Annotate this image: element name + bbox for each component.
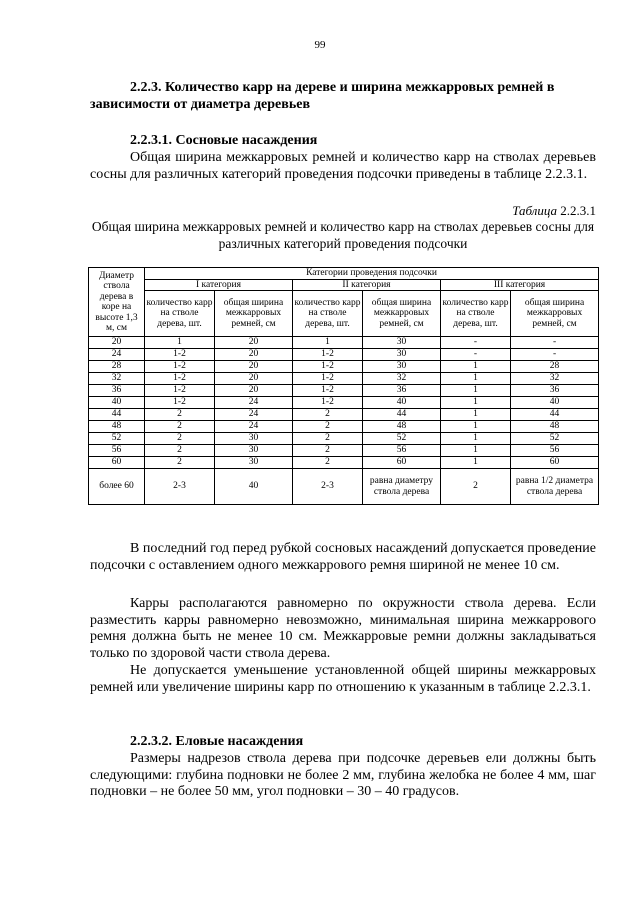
table-cell: 30 (215, 445, 293, 457)
cat2-width-header: общая ширина межкарровых ремней, см (363, 291, 441, 337)
table-cell: 1 (441, 445, 511, 457)
table-cell: 1-2 (145, 385, 215, 397)
table-cell: 1-2 (293, 361, 363, 373)
table-cell: 1-2 (293, 385, 363, 397)
table-cell: 20 (89, 337, 145, 349)
table-cell: 48 (89, 421, 145, 433)
table-cell: 40 (511, 397, 599, 409)
table-cell: - (511, 349, 599, 361)
table-cell: 2 (145, 457, 215, 469)
table-cell: 1 (441, 361, 511, 373)
table-cell: 40 (89, 397, 145, 409)
table-cell: равна 1/2 диаметра ствола дерева (511, 469, 599, 505)
table-cell: более 60 (89, 469, 145, 505)
table-caption (90, 203, 596, 219)
table-cell: 52 (363, 433, 441, 445)
table-cell: 20 (215, 373, 293, 385)
table-row (89, 385, 599, 397)
table-cell: 44 (363, 409, 441, 421)
table-cell: - (441, 349, 511, 361)
table-cell: 20 (215, 349, 293, 361)
table-cell: 30 (363, 361, 441, 373)
table-cell: 32 (511, 373, 599, 385)
table-cell: 1-2 (293, 373, 363, 385)
table-cell: 2 (293, 433, 363, 445)
table-cell: 20 (215, 385, 293, 397)
table-cell: 1-2 (145, 361, 215, 373)
category-3-header: III категория (441, 279, 599, 291)
table-cell: 30 (215, 457, 293, 469)
table-cell: 28 (89, 361, 145, 373)
table-row (89, 373, 599, 385)
paragraph-1 (90, 541, 596, 574)
table-cell: 1 (441, 373, 511, 385)
table-cell: 44 (89, 409, 145, 421)
table-cell: 1 (293, 337, 363, 349)
subsection-title-pine: 2.2.3.1. Сосновые насаждения (130, 133, 318, 148)
table-cell: 2 (145, 433, 215, 445)
table-cell: равна диаметру ствола дерева (363, 469, 441, 505)
diameter-header: Диаметр ствола дерева в коре на высоте 1,3 м, см (89, 268, 145, 337)
subsection-title-spruce: 2.2.3.2. Еловые насаждения (130, 734, 304, 749)
cat3-width-header: общая ширина межкарровых ремней, см (511, 291, 599, 337)
table-cell: 30 (363, 349, 441, 361)
table-title: Общая ширина межкарровых ремней и количество карр на стволах деревьев сосны для различных категорий проведения подсочки (91, 219, 595, 251)
table-caption-label: Таблица (512, 203, 557, 218)
table-cell: 30 (363, 337, 441, 349)
table-cell: 20 (215, 361, 293, 373)
paragraph-3 (90, 663, 596, 696)
table-cell: 32 (89, 373, 145, 385)
table-cell: 28 (511, 361, 599, 373)
section-heading: 2.2.3. Количество карр на дереве и ширина межкарровых ремней в зависимости от диаметра деревьев (90, 80, 555, 112)
table-cell: 20 (215, 337, 293, 349)
table-cell: 36 (89, 385, 145, 397)
table-caption-number: 2.2.3.1 (560, 203, 596, 218)
table-cell: 2-3 (293, 469, 363, 505)
spruce-text: Размеры надрезов ствола дерева при подсочке деревьев ели должны быть следующими: глубина подновки не более 2 мм, глубина желобка не более 4 мм, шаг подновки – не более 50 мм, угол подновки – 30 – 40 градусов. (90, 751, 596, 799)
category-2-header: II категория (293, 279, 441, 291)
table-row (89, 397, 599, 409)
table-row (89, 421, 599, 433)
table-cell: 1 (441, 385, 511, 397)
table-cell: 1 (441, 421, 511, 433)
data-table (88, 267, 599, 505)
table-cell: 48 (511, 421, 599, 433)
table-row (89, 409, 599, 421)
table-cell: 1-2 (293, 397, 363, 409)
cat1-count-header: количество карр на стволе дерева, шт. (145, 291, 215, 337)
table-cell: 1-2 (145, 373, 215, 385)
table-cell: 1-2 (293, 349, 363, 361)
table-cell: 2 (145, 421, 215, 433)
table-row (89, 457, 599, 469)
table-cell: 1 (441, 433, 511, 445)
table-cell: 40 (215, 469, 293, 505)
table-row (89, 361, 599, 373)
intro-text: Общая ширина межкарровых ремней и количество карр на стволах деревьев сосны для различных категорий проведения подсочки приведены в таблице 2.2.3.1. (90, 150, 596, 182)
cat1-width-header: общая ширина межкарровых ремней, см (215, 291, 293, 337)
table-cell: 56 (511, 445, 599, 457)
table-cell: 60 (511, 457, 599, 469)
table-cell: 60 (363, 457, 441, 469)
table-cell: 2 (293, 445, 363, 457)
table-cell: 1 (441, 409, 511, 421)
table-cell: 60 (89, 457, 145, 469)
table-cell: 32 (363, 373, 441, 385)
table-cell: 2 (293, 457, 363, 469)
page-number: 99 (314, 39, 326, 51)
table-cell: 2 (293, 409, 363, 421)
table-cell: 24 (215, 421, 293, 433)
table-row (89, 349, 599, 361)
spruce-paragraph (90, 751, 596, 801)
table-row (89, 337, 599, 349)
table-cell: 24 (215, 397, 293, 409)
cat2-count-header: количество карр на стволе дерева, шт. (293, 291, 363, 337)
table-cell: 36 (363, 385, 441, 397)
table-cell: 2 (293, 421, 363, 433)
table-cell: 48 (363, 421, 441, 433)
table-cell: 1-2 (145, 349, 215, 361)
paragraph-1-text: В последний год перед рубкой сосновых насаждений допускается проведение подсочки с оставлением одного межкаррового ремня шириной не менее 10 см. (90, 541, 596, 573)
table-cell: 2 (145, 445, 215, 457)
table-row (89, 445, 599, 457)
table-row (89, 433, 599, 445)
table-cell: 24 (215, 409, 293, 421)
table-cell: 44 (511, 409, 599, 421)
table-cell: 1 (441, 397, 511, 409)
intro-paragraph (90, 150, 596, 183)
table-cell: 52 (511, 433, 599, 445)
paragraph-2 (90, 596, 596, 662)
table-cell: 24 (89, 349, 145, 361)
table-cell: 30 (215, 433, 293, 445)
table-cell: 40 (363, 397, 441, 409)
table-cell: 2 (145, 409, 215, 421)
paragraph-3-text: Не допускается уменьшение установленной общей ширины межкарровых ремней или увеличение ширины карр по отношению к указанным в таблице 2.2.3.1. (90, 663, 596, 695)
table-cell: - (511, 337, 599, 349)
category-1-header: I категория (145, 279, 293, 291)
table-cell: 1 (145, 337, 215, 349)
table-cell: 56 (363, 445, 441, 457)
table-cell: - (441, 337, 511, 349)
paragraph-2-text: Карры располагаются равномерно по окружности ствола дерева. Если разместить карры равномерно невозможно, минимальная ширина межкаррового ремня должна быть не менее 10 см. Межкарровые ремни должны закладываться только по здоровой части ствола дерева. (90, 596, 596, 661)
table-cell: 1-2 (145, 397, 215, 409)
table-cell: 52 (89, 433, 145, 445)
table-cell: 1 (441, 457, 511, 469)
categories-header: Категории проведения подсочки (145, 268, 599, 280)
table-cell: 2-3 (145, 469, 215, 505)
table-cell: 36 (511, 385, 599, 397)
table-cell: 2 (441, 469, 511, 505)
table-cell: 56 (89, 445, 145, 457)
table-row (89, 469, 599, 505)
cat3-count-header: количество карр на стволе дерева, шт. (441, 291, 511, 337)
